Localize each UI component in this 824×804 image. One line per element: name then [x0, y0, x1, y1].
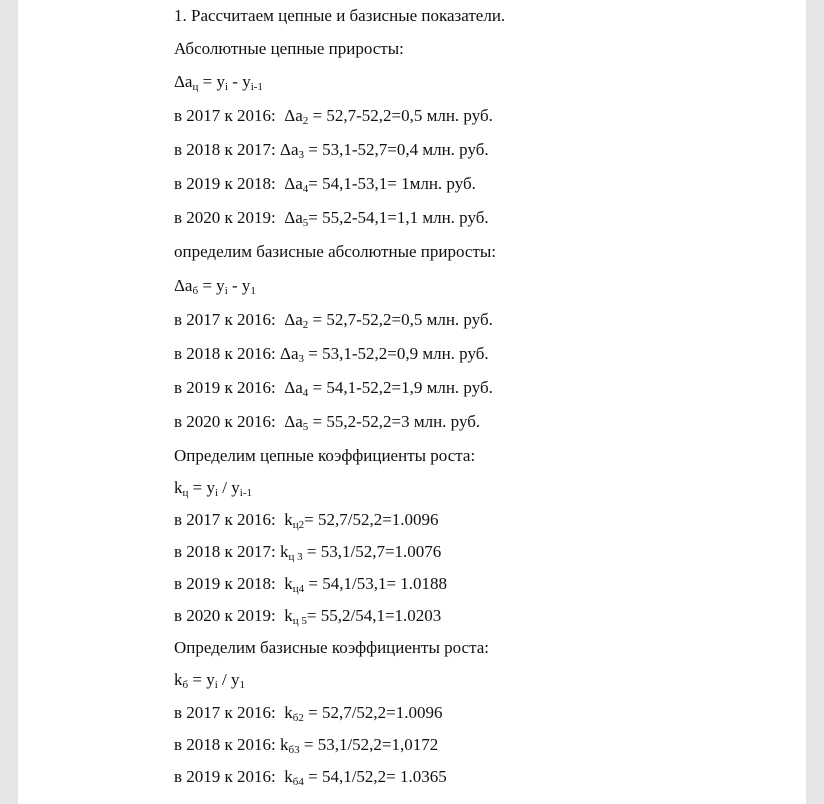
document-page: [18, 0, 806, 804]
chain-k-title: Определим цепные коэффициенты роста:: [174, 446, 476, 465]
chain-abs-row: в 2020 к 2019: $\Delta a_5= 55,2-54,1=1,1$ млн. руб.: [174, 208, 489, 229]
heading: 1. Рассчитаем цепные и базисные показатели.: [174, 6, 506, 25]
base-abs-row: в 2018 к 2016: $\Delta a_3 = 53,1-52,2=0,9$ млн. руб.: [174, 344, 489, 365]
base-abs-row: в 2017 к 2016: $\Delta a_2 = 52,7-52,2=0,5$ млн. руб.: [174, 310, 493, 331]
base-k-row: в 2018 к 2016: $k_{б3} = 53,1/52,2=1,0172$: [174, 735, 439, 756]
base-abs-row: в 2020 к 2016: $\Delta a_5 = 55,2-52,2=3$ млн. руб.: [174, 412, 481, 433]
chain-abs-title: Абсолютные цепные приросты:: [174, 39, 404, 58]
chain-k-formula: $k_ц = y_i / y_{i-1}$: [174, 478, 253, 499]
base-k-row: в 2017 к 2016: $k_{б2} = 52,7/52,2=1.0096$: [174, 703, 443, 724]
chain-k-row: в 2019 к 2018: $k_{ц4} = 54,1/53,1= 1.0188$: [174, 574, 448, 595]
chain-k-row: в 2018 к 2017: $k_{ц 3} = 53,1/52,7=1.0076$: [174, 542, 442, 563]
base-abs-formula: $\Delta a_б = y_i - y_1$: [174, 276, 256, 297]
base-k-title: Определим базисные коэффициенты роста:: [174, 638, 489, 657]
chain-k-row: в 2017 к 2016: $k_{ц2}= 52,7/52,2=1.0096$: [174, 510, 439, 531]
chain-abs-row: в 2019 к 2018: $\Delta a_4= 54,1-53,1= 1млн$. руб.: [174, 174, 476, 195]
chain-abs-row: в 2017 к 2016: $\Delta a_2 = 52,7-52,2=0,5$ млн. руб.: [174, 106, 493, 127]
chain-abs-row: в 2018 к 2017: $\Delta a_3 = 53,1-52,7=0,4$ млн. руб.: [174, 140, 489, 161]
base-k-row: в 2019 к 2016: $k_{б4} = 54,1/52,2= 1.0365$: [174, 767, 447, 788]
chain-k-row: в 2020 к 2019: $k_{ц 5}= 55,2/54,1=1.0203$: [174, 606, 442, 627]
base-abs-row: в 2019 к 2016: $\Delta a_4 = 54,1-52,2=1,9$ млн. руб.: [174, 378, 493, 399]
base-abs-title: определим базисные абсолютные приросты:: [174, 242, 497, 261]
base-k-formula: $k_б = y_i / y_1$: [174, 670, 245, 691]
chain-abs-formula: $\Delta a_ц = y_i - y_{i-1}$: [174, 72, 263, 93]
